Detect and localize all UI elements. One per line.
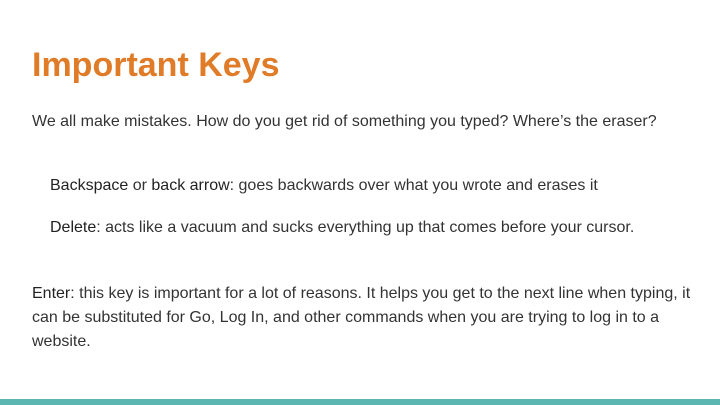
connector-text: or: [128, 177, 152, 194]
term-enter: Enter: [32, 285, 71, 302]
slide-title: Important Keys: [32, 46, 280, 84]
list-item-backspace: [50, 174, 700, 198]
term-delete: Delete: [50, 219, 97, 236]
list-item-enter: [32, 282, 692, 354]
backspace-description: : goes backwards over what you wrote and erases it: [229, 177, 598, 194]
list-item-delete: [50, 216, 688, 240]
bottom-accent-bar: [0, 399, 720, 405]
term-backspace: Backspace: [50, 177, 129, 194]
intro-paragraph: We all make mistakes. How do you get rid of something you typed? Where’s the eraser?: [32, 113, 657, 130]
delete-description: : acts like a vacuum and sucks everything up that comes before your cursor.: [96, 219, 635, 236]
term-back-arrow: back arrow: [151, 177, 230, 194]
enter-description: : this key is important for a lot of reasons. It helps you get to the next line when typing, it can be substituted for Go, Log In, and other commands when you are trying to log in to a website.: [32, 285, 691, 350]
